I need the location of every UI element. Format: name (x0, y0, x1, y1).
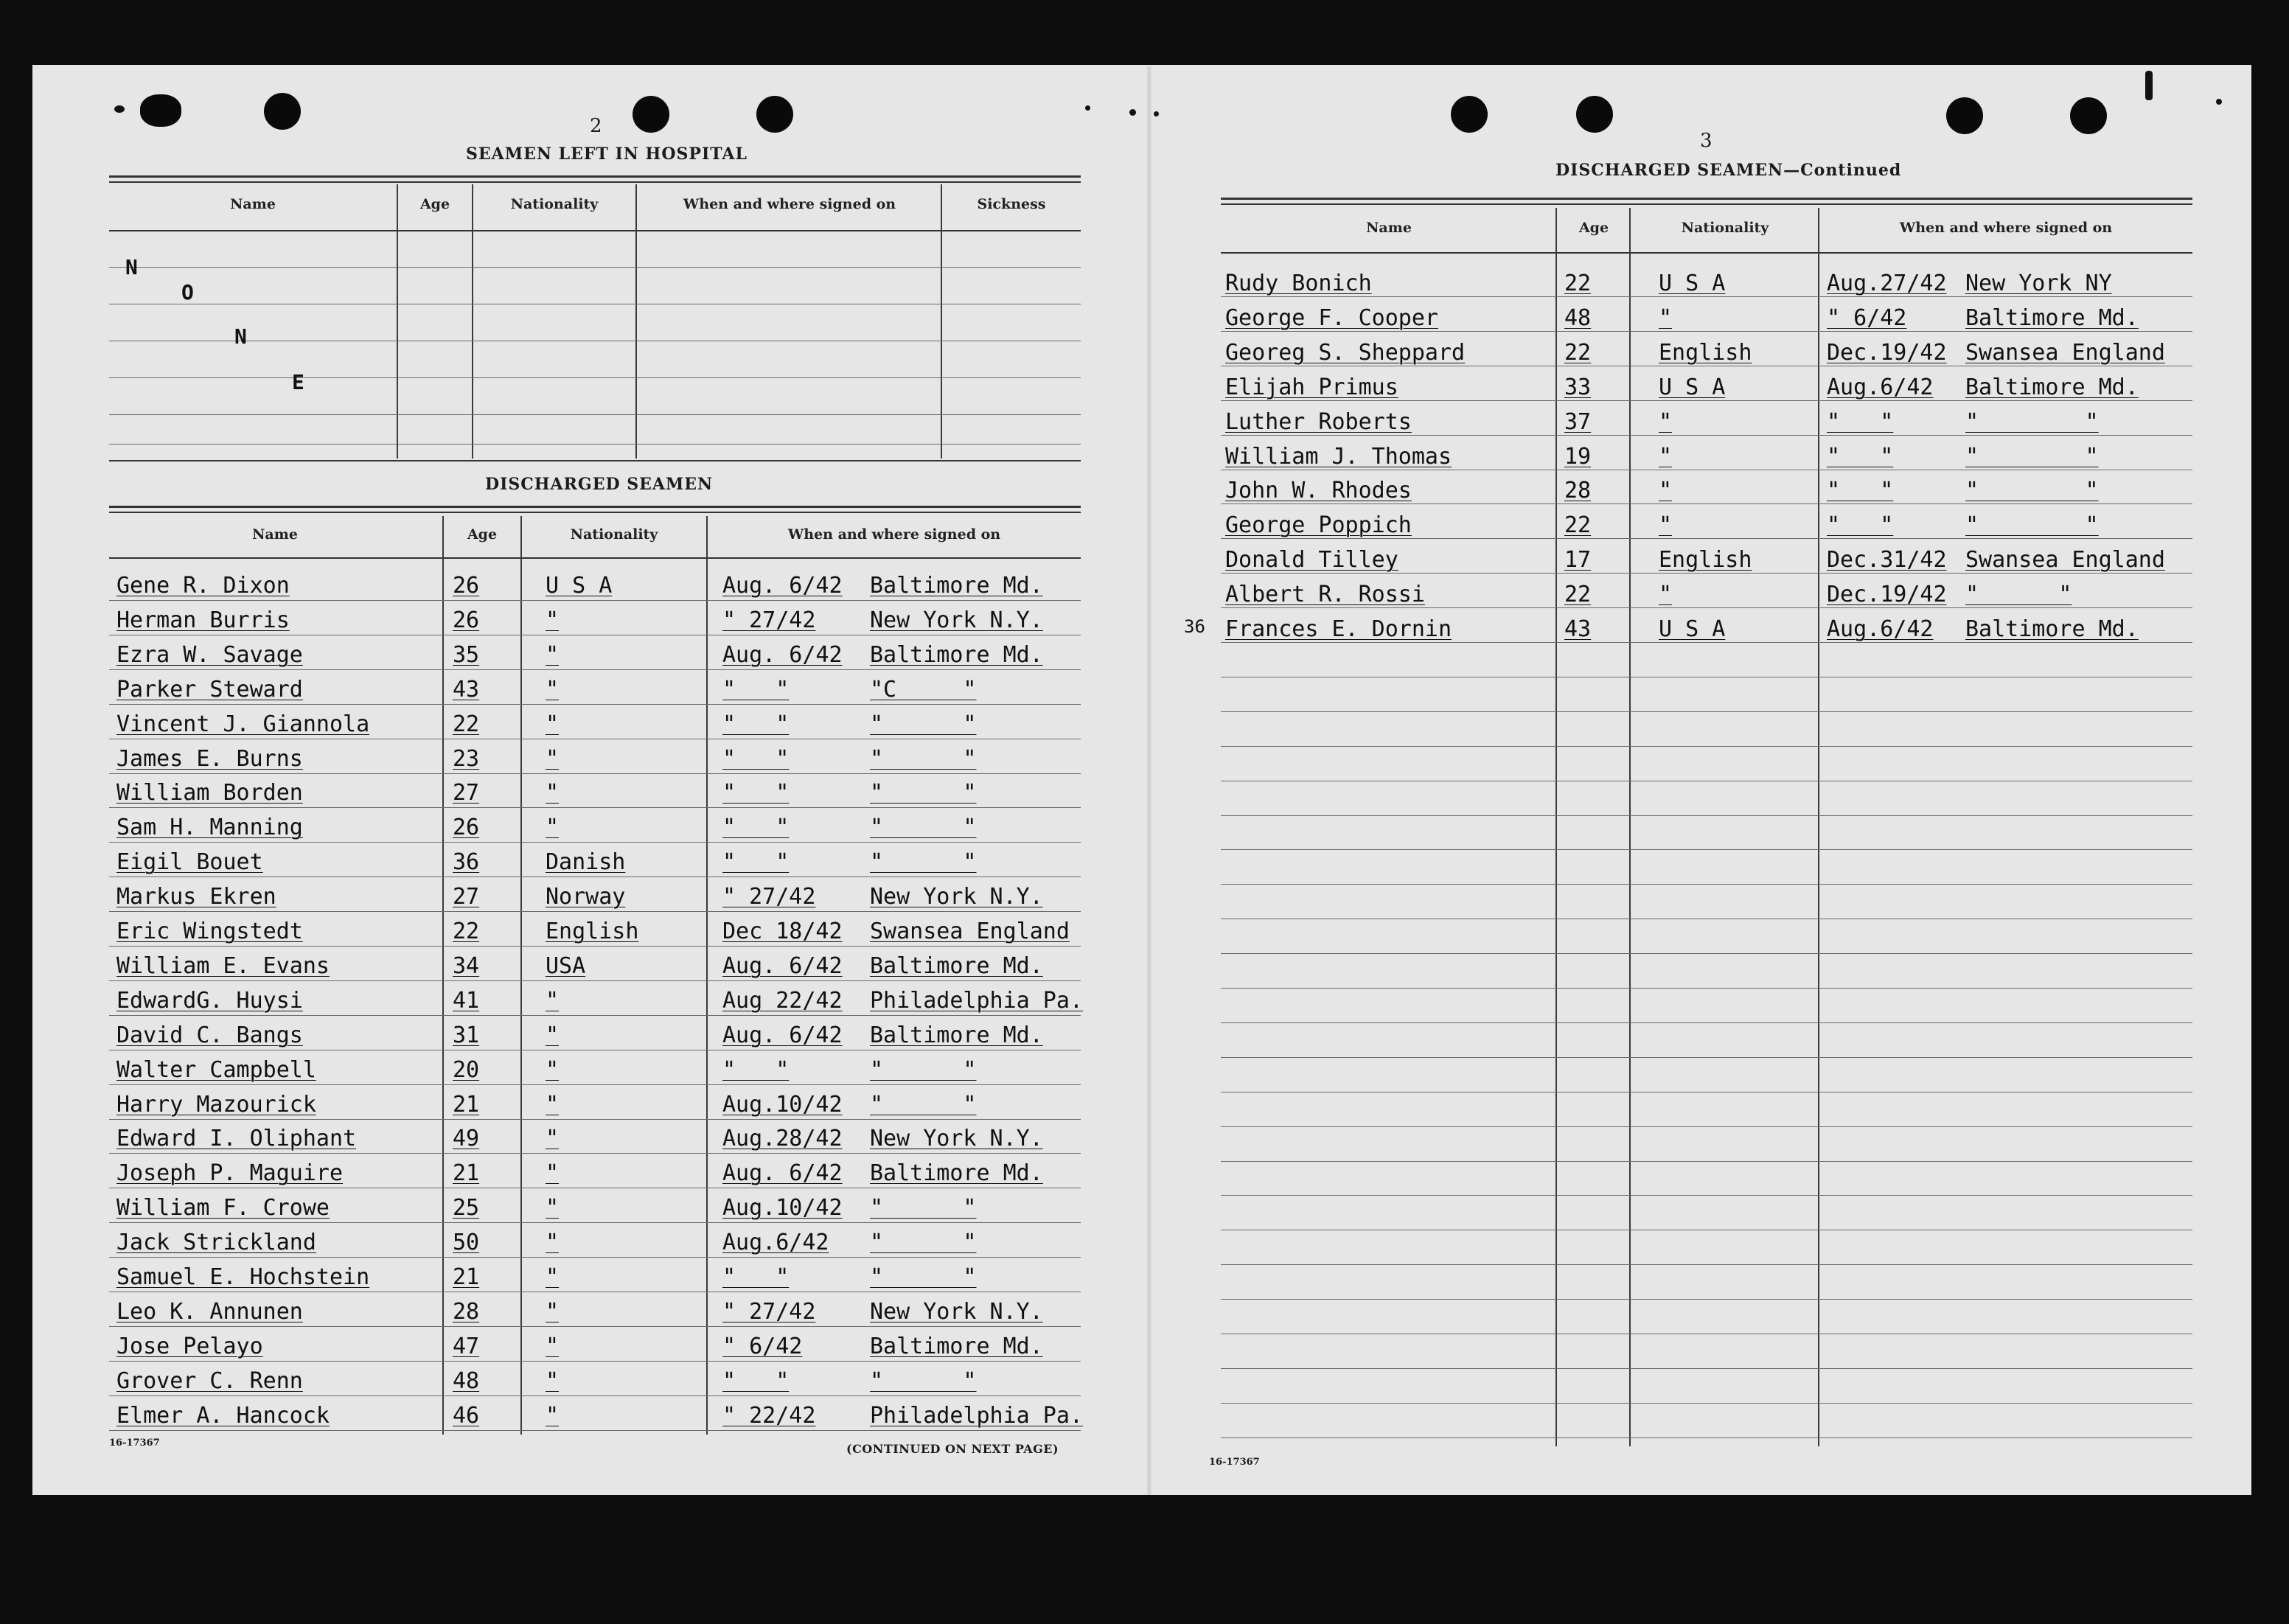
signed-on-date: Aug.6/42 (1827, 616, 1934, 642)
seaman-name: Gene R. Dixon (116, 573, 290, 599)
seaman-name: John W. Rhodes (1225, 478, 1412, 504)
seaman-nationality: " (546, 1333, 560, 1359)
seaman-name: Frances E. Dornin (1225, 616, 1452, 642)
row-line (109, 1119, 1081, 1120)
seaman-name: Markus Ekren (116, 884, 276, 910)
row-line (1221, 607, 2192, 608)
signed-on-place: " " (870, 1264, 977, 1290)
signed-on-place: " " (870, 1195, 977, 1222)
signed-on-place: Baltimore Md. (870, 573, 1043, 599)
seaman-name: Ezra W. Savage (116, 641, 303, 668)
signed-on-place: Baltimore Md. (870, 1333, 1043, 1359)
seaman-age: 22 (1564, 512, 1592, 539)
signed-on-date: Dec.19/42 (1827, 582, 1947, 608)
row-line (1221, 1126, 2192, 1127)
seaman-age: 26 (453, 573, 480, 599)
signed-on-place: New York N.Y. (870, 1298, 1043, 1325)
signed-on-place: Baltimore Md. (870, 1022, 1043, 1048)
signed-on-date: " " (722, 745, 790, 772)
row-line (109, 600, 1081, 601)
discharged-header-name: Name (252, 526, 298, 543)
row-line (1221, 1437, 2192, 1438)
column-divider (1629, 208, 1631, 1446)
seaman-age: 50 (453, 1230, 480, 1256)
none-letter: O (181, 280, 194, 304)
seaman-name: Joseph P. Maguire (116, 1160, 344, 1187)
ink-speck (114, 105, 125, 113)
row-line (1221, 435, 2192, 436)
signed-on-date: " " (1827, 512, 1894, 539)
punch-hole (1946, 97, 1983, 134)
seaman-age: 34 (453, 952, 480, 979)
row-line (1221, 538, 2192, 539)
seaman-name: Georeg S. Sheppard (1225, 339, 1466, 366)
seaman-age: 27 (453, 884, 480, 910)
row-line (109, 1153, 1081, 1154)
hospital-title: SEAMEN LEFT IN HOSPITAL (466, 144, 748, 164)
seaman-age: 25 (453, 1195, 480, 1222)
seaman-age: 26 (453, 607, 480, 633)
seaman-name: Vincent J. Giannola (116, 711, 370, 737)
row-line (1221, 884, 2192, 885)
seaman-nationality: U S A (1659, 271, 1726, 296)
seaman-name: Albert R. Rossi (1225, 582, 1425, 608)
signed-on-date: Aug. 6/42 (722, 573, 843, 599)
row-line (109, 1084, 1081, 1085)
signed-on-date: " " (722, 815, 790, 841)
seaman-age: 22 (453, 919, 480, 944)
seaman-age: 20 (453, 1056, 480, 1083)
seaman-nationality: English (546, 919, 639, 944)
seaman-age: 28 (453, 1298, 480, 1325)
rule (109, 512, 1081, 513)
row-line (109, 773, 1081, 774)
punch-hole (756, 96, 793, 133)
signed-on-date: Aug.10/42 (722, 1195, 843, 1222)
seaman-nationality: " (546, 1160, 560, 1187)
signed-on-place: " " (870, 1056, 977, 1083)
continued-title: DISCHARGED SEAMEN—Continued (1555, 161, 1902, 180)
seaman-age: 43 (1564, 616, 1592, 642)
signed-on-place: New York N.Y. (870, 884, 1043, 910)
seaman-nationality: " (1659, 443, 1673, 470)
seaman-age: 41 (453, 987, 480, 1014)
discharged-header-signed-on: When and where signed on (787, 526, 1001, 543)
signed-on-date: " 27/42 (722, 1298, 816, 1325)
seaman-name: Sam H. Manning (116, 815, 303, 841)
row-line (109, 1430, 1081, 1431)
seaman-name: William E. Evans (116, 952, 330, 979)
row-line (109, 377, 1081, 378)
signed-on-date: Aug. 6/42 (722, 952, 843, 979)
signed-on-date: Dec 18/42 (722, 919, 843, 944)
punch-hole (140, 94, 181, 127)
rule (109, 506, 1081, 508)
signed-on-date: Aug. 6/42 (722, 1160, 843, 1187)
row-line (109, 807, 1081, 808)
signed-on-date: " " (1827, 408, 1894, 435)
row-line (1221, 1057, 2192, 1058)
row-line (109, 1326, 1081, 1327)
signed-on-place: Baltimore Md. (870, 1160, 1043, 1187)
signed-on-place: Baltimore Md. (870, 952, 1043, 979)
seaman-age: 48 (453, 1367, 480, 1394)
seaman-nationality: " (546, 815, 560, 841)
row-line (109, 704, 1081, 705)
seaman-nationality: " (546, 1126, 560, 1152)
signed-on-date: Aug. 6/42 (722, 641, 843, 668)
column-divider (1555, 208, 1557, 1446)
seaman-nationality: " (546, 1195, 560, 1222)
seaman-age: 26 (453, 815, 480, 841)
discharged-title: DISCHARGED SEAMEN (485, 475, 714, 494)
seaman-age: 27 (453, 780, 480, 806)
signed-on-place: " " (1965, 582, 2072, 608)
seaman-name: EdwardG. Huysi (116, 987, 303, 1014)
row-line (1221, 331, 2192, 332)
seaman-age: 22 (1564, 271, 1592, 296)
seaman-nationality: English (1659, 547, 1752, 574)
signed-on-place: Baltimore Md. (1965, 374, 2139, 400)
seaman-name: Harry Mazourick (116, 1091, 316, 1118)
ink-speck (1129, 109, 1136, 116)
row-line (1221, 400, 2192, 401)
signed-on-place: Philadelphia Pa. (870, 987, 1083, 1014)
seaman-name: William F. Crowe (116, 1195, 330, 1222)
row-line (1221, 642, 2192, 643)
seaman-age: 48 (1564, 304, 1592, 331)
signed-on-date: " " (1827, 478, 1894, 504)
signed-on-place: " " (870, 711, 977, 737)
signed-on-date: " 27/42 (722, 607, 816, 633)
rule (1221, 252, 2192, 254)
row-line (1221, 1299, 2192, 1300)
seaman-nationality: " (1659, 408, 1673, 435)
signed-on-place: Swansea England (1965, 339, 2165, 366)
signed-on-date: Aug 22/42 (722, 987, 843, 1014)
rule (109, 175, 1081, 178)
row-line (1221, 988, 2192, 989)
seaman-name: Eigil Bouet (116, 849, 263, 876)
hospital-header-nationality: Nationality (510, 196, 599, 212)
row-line (1221, 1368, 2192, 1369)
header-signed-on: When and where signed on (1899, 220, 2113, 236)
seaman-age: 23 (453, 745, 480, 772)
seaman-nationality: Danish (546, 849, 626, 876)
seaman-name: Donald Tilley (1225, 547, 1398, 574)
signed-on-date: " " (1827, 443, 1894, 470)
seaman-nationality: " (546, 1056, 560, 1083)
punch-hole (1451, 96, 1488, 133)
punch-hole (1576, 96, 1613, 133)
row-line (1221, 573, 2192, 574)
seaman-name: Jose Pelayo (116, 1333, 263, 1359)
seaman-nationality: U S A (1659, 616, 1726, 642)
row-line (1221, 953, 2192, 954)
seaman-age: 46 (453, 1402, 480, 1429)
seaman-nationality: " (546, 1091, 560, 1118)
seaman-age: 37 (1564, 408, 1592, 435)
seaman-nationality: " (1659, 478, 1673, 504)
seaman-name: Grover C. Renn (116, 1367, 303, 1394)
seaman-nationality: " (546, 1264, 560, 1290)
row-line (109, 669, 1081, 670)
rule (109, 181, 1081, 183)
form-number: 16-17367 (1209, 1457, 1260, 1468)
punch-hole (2070, 97, 2107, 134)
seaman-name: Leo K. Annunen (116, 1298, 303, 1325)
signed-on-place: New York N.Y. (870, 607, 1043, 633)
row-line (109, 1361, 1081, 1362)
signed-on-place: " " (870, 1367, 977, 1394)
signed-on-place: " " (870, 815, 977, 841)
signed-on-place: Baltimore Md. (1965, 304, 2139, 331)
signed-on-date: " " (722, 1264, 790, 1290)
seaman-name: Elmer A. Hancock (116, 1402, 330, 1429)
row-line (1221, 711, 2192, 712)
seaman-age: 31 (453, 1022, 480, 1048)
row-line (109, 267, 1081, 268)
signed-on-date: " 22/42 (722, 1402, 816, 1429)
seaman-name: Jack Strickland (116, 1230, 316, 1256)
signed-on-date: Dec.31/42 (1827, 547, 1947, 574)
signed-on-date: Aug.28/42 (722, 1126, 843, 1152)
column-divider (520, 516, 522, 1435)
row-line (1221, 815, 2192, 816)
seaman-nationality: " (546, 987, 560, 1014)
signed-on-place: " " (870, 745, 977, 772)
rule (109, 460, 1081, 461)
signed-on-date: " " (722, 676, 790, 703)
seaman-name: Edward I. Oliphant (116, 1126, 357, 1152)
none-letter: E (292, 370, 304, 394)
seaman-nationality: " (546, 676, 560, 703)
seaman-nationality: " (1659, 304, 1673, 331)
seaman-name: Herman Burris (116, 607, 290, 633)
row-line (109, 911, 1081, 912)
signed-on-date: Aug. 6/42 (722, 1022, 843, 1048)
rule (109, 230, 1081, 231)
row-line (1221, 296, 2192, 297)
seaman-nationality: U S A (1659, 374, 1726, 400)
seaman-name: William J. Thomas (1225, 443, 1452, 470)
row-line (1221, 849, 2192, 850)
row-line (109, 1395, 1081, 1396)
seaman-name: William Borden (116, 780, 303, 806)
seaman-nationality: U S A (546, 573, 613, 599)
signed-on-place: "C " (870, 676, 977, 703)
form-number: 16-17367 (109, 1437, 160, 1449)
row-line (1221, 503, 2192, 504)
signed-on-date: " " (722, 711, 790, 737)
punch-hole (633, 96, 669, 133)
column-divider (706, 516, 708, 1435)
row-line (109, 980, 1081, 981)
row-line (1221, 1161, 2192, 1162)
column-divider (1818, 208, 1819, 1446)
seaman-name: Luther Roberts (1225, 408, 1412, 435)
signed-on-place: Philadelphia Pa. (870, 1402, 1083, 1429)
signed-on-date: Aug.10/42 (722, 1091, 843, 1118)
signed-on-date: Dec.19/42 (1827, 339, 1947, 366)
ink-speck (1154, 111, 1159, 116)
seaman-name: George F. Cooper (1225, 304, 1438, 331)
signed-on-place: " " (1965, 478, 2099, 504)
none-letter: N (234, 324, 247, 349)
seaman-nationality: " (546, 1022, 560, 1048)
signed-on-place: " " (1965, 443, 2099, 470)
signed-on-date: " 6/42 (722, 1333, 803, 1359)
rule (1221, 198, 2192, 200)
seaman-name: Walter Campbell (116, 1056, 316, 1083)
ink-speck (2216, 99, 2222, 105)
row-line (1221, 1195, 2192, 1196)
signed-on-place: Swansea England (1965, 547, 2165, 574)
hospital-header-signed-on: When and where signed on (683, 196, 896, 212)
hospital-header-age: Age (419, 196, 450, 212)
seaman-nationality: " (546, 1367, 560, 1394)
hospital-header-name: Name (230, 196, 276, 212)
signed-on-place: " " (1965, 408, 2099, 435)
signed-on-place: New York N.Y. (870, 1126, 1043, 1152)
signed-on-date: Aug.6/42 (722, 1230, 829, 1256)
seaman-age: 22 (1564, 582, 1592, 608)
seaman-name: Samuel E. Hochstein (116, 1264, 370, 1290)
seaman-name: Rudy Bonich (1225, 271, 1372, 296)
seaman-age: 49 (453, 1126, 480, 1152)
signed-on-date: Aug.27/42 (1827, 271, 1947, 296)
signed-on-date: " 27/42 (722, 884, 816, 910)
column-divider (397, 184, 398, 459)
page-fold (1147, 66, 1152, 1495)
signed-on-place: " " (870, 780, 977, 806)
row-line (109, 1257, 1081, 1258)
signed-on-place: New York NY (1965, 271, 2112, 296)
seaman-nationality: " (546, 780, 560, 806)
signed-on-place: Baltimore Md. (1965, 616, 2139, 642)
none-letter: N (125, 255, 138, 279)
seaman-nationality: " (546, 641, 560, 668)
header-age: Age (1578, 220, 1609, 236)
signed-on-place: " " (1965, 512, 2099, 539)
row-line (1221, 746, 2192, 747)
discharged-header-nationality: Nationality (570, 526, 658, 543)
seaman-age: 36 (453, 849, 480, 876)
seaman-age: 28 (1564, 478, 1592, 504)
seaman-age: 33 (1564, 374, 1592, 400)
seaman-age: 47 (453, 1333, 480, 1359)
seaman-age: 21 (453, 1160, 480, 1187)
column-divider (442, 516, 444, 1435)
signed-on-place: Baltimore Md. (870, 641, 1043, 668)
seaman-age: 21 (453, 1264, 480, 1290)
margin-mark: 36 (1184, 616, 1205, 637)
seaman-nationality: " (546, 607, 560, 633)
row-line (1221, 1264, 2192, 1265)
signed-on-date: " " (722, 1367, 790, 1394)
seaman-nationality: " (546, 745, 560, 772)
seaman-age: 17 (1564, 547, 1592, 574)
seaman-age: 21 (453, 1091, 480, 1118)
row-line (109, 1222, 1081, 1223)
signed-on-place: " " (870, 849, 977, 876)
seaman-name: Eric Wingstedt (116, 919, 303, 944)
rule (1221, 203, 2192, 205)
row-line (109, 414, 1081, 415)
row-line (109, 444, 1081, 445)
column-divider (941, 184, 942, 459)
seaman-nationality: USA (546, 952, 586, 979)
punch-hole (264, 93, 301, 130)
row-line (109, 842, 1081, 843)
column-divider (472, 184, 473, 459)
seaman-age: 22 (453, 711, 480, 737)
page-number: 2 (590, 115, 602, 137)
signed-on-place: " " (870, 1091, 977, 1118)
seaman-name: James E. Burns (116, 745, 303, 772)
seaman-nationality: Norway (546, 884, 626, 910)
seaman-age: 19 (1564, 443, 1592, 470)
header-name: Name (1366, 220, 1412, 236)
seaman-nationality: English (1659, 339, 1752, 366)
hospital-header-sickness: Sickness (977, 196, 1046, 212)
seaman-age: 43 (453, 676, 480, 703)
seaman-nationality: " (546, 1402, 560, 1429)
seaman-name: Parker Steward (116, 676, 303, 703)
header-nationality: Nationality (1681, 220, 1769, 236)
signed-on-place: Swansea England (870, 919, 1070, 944)
seaman-nationality: " (546, 1230, 560, 1256)
continued-note: (CONTINUED ON NEXT PAGE) (846, 1442, 1059, 1456)
signed-on-place: " " (870, 1230, 977, 1256)
seaman-nationality: " (546, 711, 560, 737)
page-number: 3 (1700, 130, 1713, 152)
seaman-age: 35 (453, 641, 480, 668)
seaman-name: David C. Bangs (116, 1022, 303, 1048)
row-line (1221, 1403, 2192, 1404)
signed-on-date: " " (722, 1056, 790, 1083)
seaman-nationality: " (1659, 512, 1673, 539)
signed-on-date: Aug.6/42 (1827, 374, 1934, 400)
rule (109, 557, 1081, 559)
ink-speck (1085, 105, 1090, 111)
ink-speck (2145, 71, 2153, 100)
signed-on-date: " " (722, 849, 790, 876)
signed-on-date: " 6/42 (1827, 304, 1907, 331)
row-line (109, 946, 1081, 947)
row-line (109, 1015, 1081, 1016)
seaman-age: 22 (1564, 339, 1592, 366)
seaman-nationality: " (1659, 582, 1673, 608)
signed-on-date: " " (722, 780, 790, 806)
seaman-nationality: " (546, 1298, 560, 1325)
discharged-header-age: Age (467, 526, 498, 543)
row-line (1221, 1022, 2192, 1023)
seaman-name: Elijah Primus (1225, 374, 1398, 400)
column-divider (635, 184, 637, 459)
seaman-name: George Poppich (1225, 512, 1412, 539)
